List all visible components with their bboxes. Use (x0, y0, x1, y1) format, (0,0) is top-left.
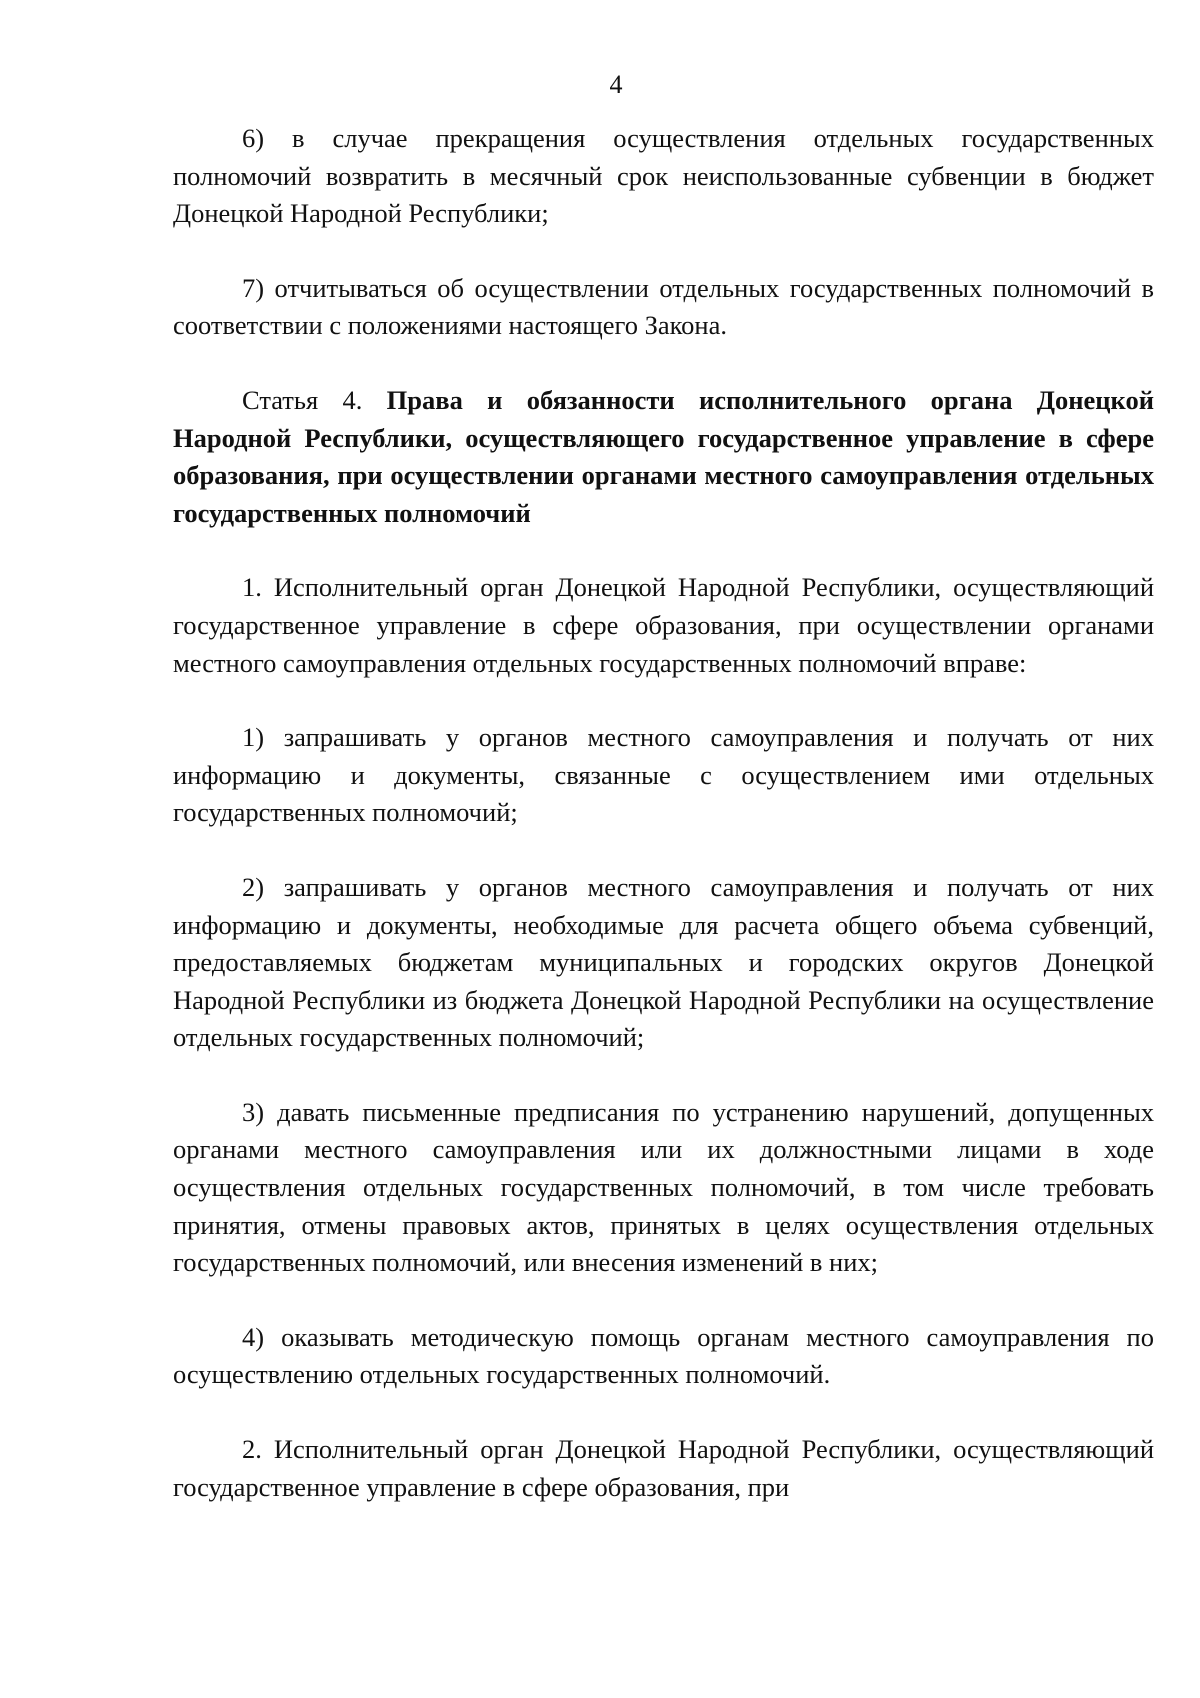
paragraph-item-6: 6) в случае прекращения осуществления отдельных государственных полномочий возвратить в месячный срок неиспользованные субвенции в бюджет Донецкой Народной Республики; (173, 123, 1154, 229)
article-label: Статья 4. (242, 384, 363, 415)
article-title: Права и обязанности исполнительного органа Донецкой Народной Республики, осуществляющего государственное управление в сфере образования, при осуществлении органами местного самоуправления отдельных государственных полномочий (173, 384, 1154, 528)
clause-1-item-2: 2) запрашивать у органов местного самоуправления и получать от них информацию и документы, необходимые для расчета общего объема субвенций, предоставляемых бюджетам муниципальных и городских округов Донецкой Народной Республики из бюджета Донецкой Народной Республики на осуществление отдельных государственных полномочий; (173, 871, 1154, 1053)
document-body (173, 120, 1154, 1506)
clause-1-item-4: 4) оказывать методическую помощь органам местного самоуправления по осуществлению отдельных государственных полномочий. (173, 1321, 1154, 1390)
clause-2: 2. Исполнительный орган Донецкой Народной Республики, осуществляющий государственное управление в сфере образования, при (173, 1434, 1154, 1502)
article-4-heading (173, 382, 1154, 532)
paragraph-item-7: 7) отчитываться об осуществлении отдельных государственных полномочий в соответствии с положениями настоящего Закона. (173, 272, 1154, 341)
clause-1-item-1: 1) запрашивать у органов местного самоуправления и получать от них информацию и документы, связанные с осуществлением ими отдельных государственных полномочий; (173, 722, 1154, 828)
clause-1: 1. Исполнительный орган Донецкой Народной Республики, осуществляющий государственное управление в сфере образования, при осуществлении органами местного самоуправления отдельных государственных полномочий вправе: (173, 572, 1154, 678)
clause-1-item-3: 3) давать письменные предписания по устранению нарушений, допущенных органами местного самоуправления или их должностными лицами в ходе осуществления отдельных государственных полномочий, в том числе требовать принятия, отмены правовых актов, принятых в целях осуществления отдельных государственных полномочий, или внесения изменений в них; (173, 1096, 1154, 1278)
page-number: 4 (609, 70, 623, 99)
